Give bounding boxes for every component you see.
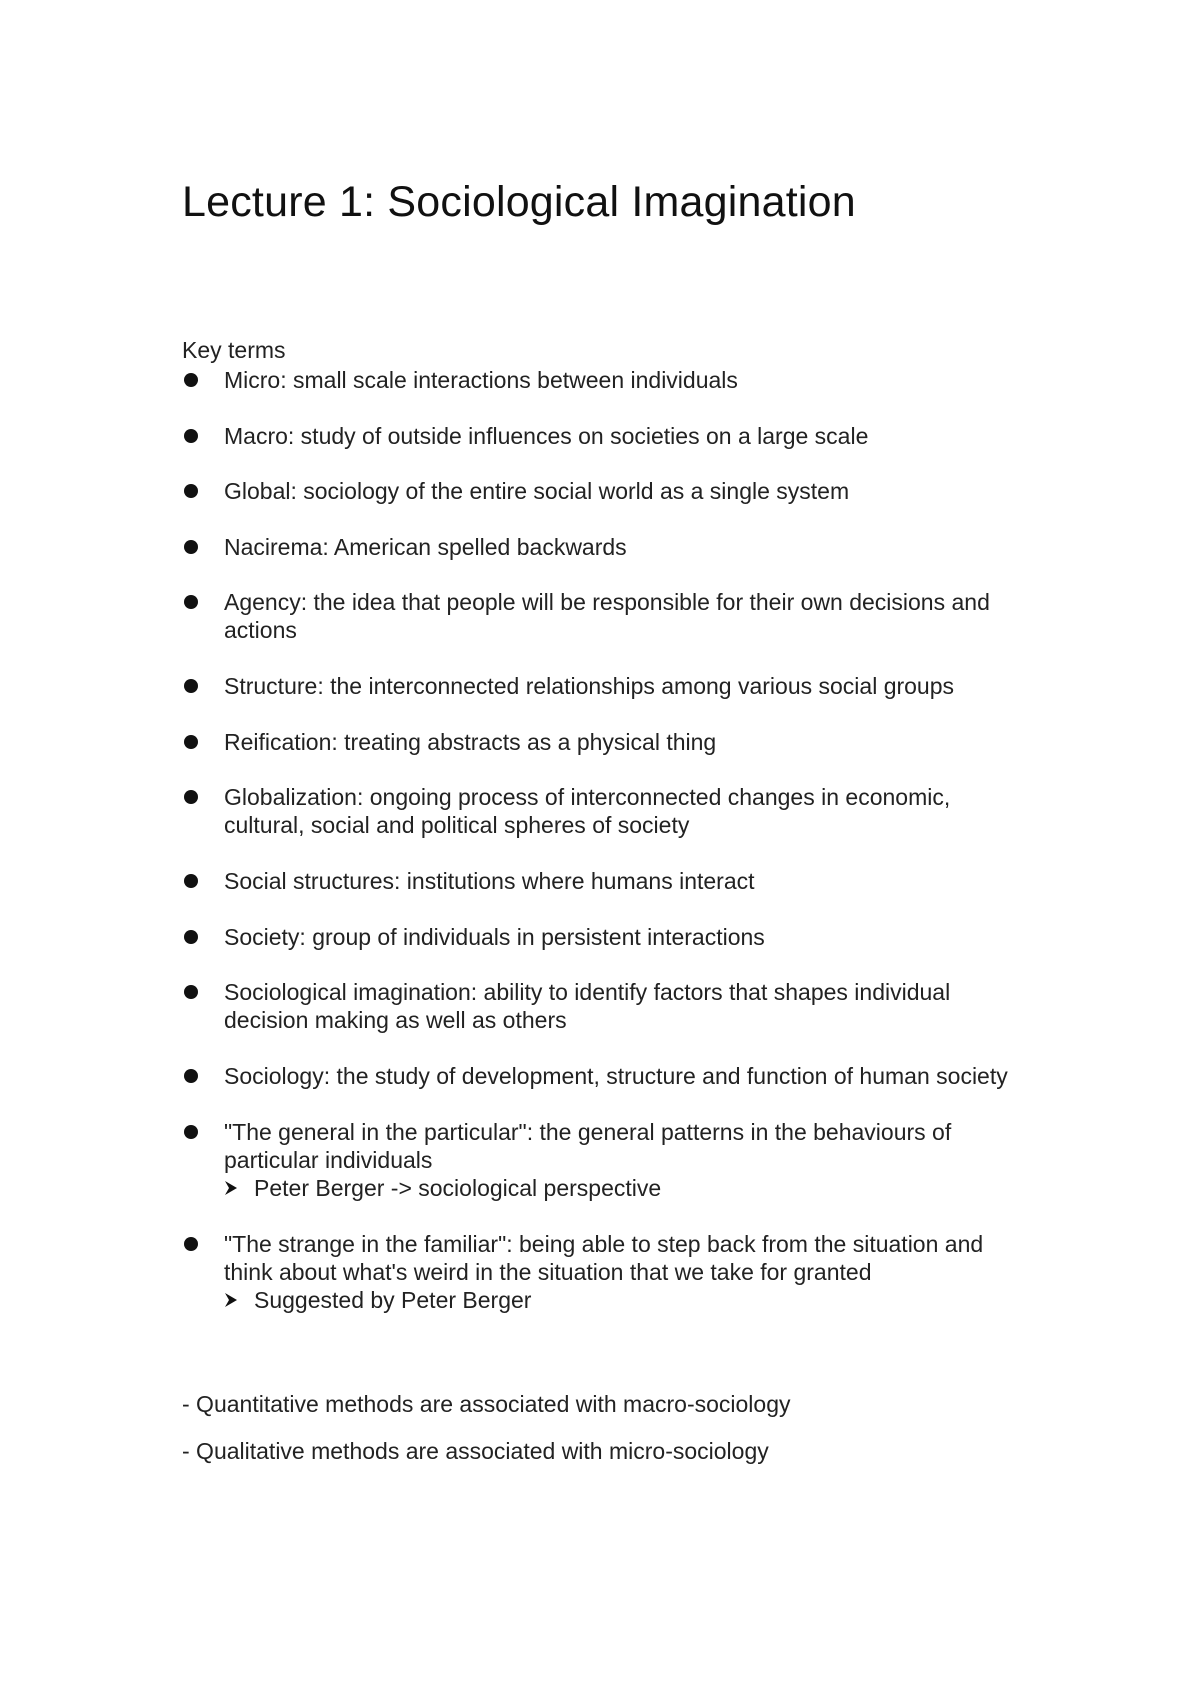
term-text: Micro: small scale interactions between individuals xyxy=(224,367,738,393)
term-text: Structure: the interconnected relationships among various social groups xyxy=(224,673,955,699)
list-item xyxy=(182,672,1042,700)
list-item xyxy=(182,477,1042,505)
list-item xyxy=(182,728,1042,756)
sub-point-text: Suggested by Peter Berger xyxy=(254,1287,532,1313)
term-text: Social structures: institutions where humans interact xyxy=(224,868,755,894)
bullet-icon xyxy=(184,540,198,554)
list-item xyxy=(182,1230,1042,1314)
list-item xyxy=(182,588,1042,644)
bullet-icon xyxy=(184,595,198,609)
sub-point xyxy=(224,1286,1042,1314)
list-item xyxy=(182,366,1042,394)
bullet-icon xyxy=(184,1069,198,1083)
bullet-icon xyxy=(184,790,198,804)
term-text: Sociological imagination: ability to identify factors that shapes individual decision making as well as others xyxy=(224,979,951,1033)
bullet-icon xyxy=(184,735,198,749)
bullet-icon xyxy=(184,484,198,498)
list-item xyxy=(182,867,1042,895)
term-text: Agency: the idea that people will be responsible for their own decisions and actions xyxy=(224,589,990,643)
page-title: Lecture 1: Sociological Imagination xyxy=(182,178,856,226)
note-quantitative: - Quantitative methods are associated with macro-sociology xyxy=(182,1391,791,1417)
list-item xyxy=(182,783,1042,839)
section-label-key-terms: Key terms xyxy=(182,337,286,363)
term-text: Society: group of individuals in persistent interactions xyxy=(224,924,765,950)
term-text: Globalization: ongoing process of interconnected changes in economic, cultural, social and political spheres of society xyxy=(224,784,951,838)
term-text: Sociology: the study of development, structure and function of human society xyxy=(224,1063,1008,1089)
bullet-icon xyxy=(184,985,198,999)
sub-point-text: Peter Berger -> sociological perspective xyxy=(254,1175,662,1201)
list-item xyxy=(182,533,1042,561)
list-item xyxy=(182,978,1042,1034)
bullet-icon xyxy=(184,429,198,443)
list-item xyxy=(182,1118,1042,1202)
sub-point xyxy=(224,1174,1042,1202)
term-text: Global: sociology of the entire social world as a single system xyxy=(224,478,850,504)
bullet-icon xyxy=(184,930,198,944)
bullet-icon xyxy=(184,1125,198,1139)
term-text: Reification: treating abstracts as a physical thing xyxy=(224,729,717,755)
list-item xyxy=(182,422,1042,450)
term-text: Nacirema: American spelled backwards xyxy=(224,534,627,560)
term-text: "The strange in the familiar": being able to step back from the situation and think about what's weird in the situation that we take for granted xyxy=(224,1231,984,1285)
note-qualitative: - Qualitative methods are associated with micro-sociology xyxy=(182,1438,769,1464)
key-terms-list xyxy=(182,366,1042,1342)
term-text: "The general in the particular": the general patterns in the behaviours of particular individuals xyxy=(224,1119,952,1173)
arrowhead-bullet-icon xyxy=(224,1292,238,1308)
list-item xyxy=(182,923,1042,951)
arrowhead-bullet-icon xyxy=(224,1180,238,1196)
bullet-icon xyxy=(184,1237,198,1251)
bullet-icon xyxy=(184,373,198,387)
bullet-icon xyxy=(184,874,198,888)
bullet-icon xyxy=(184,679,198,693)
list-item xyxy=(182,1062,1042,1090)
term-text: Macro: study of outside influences on societies on a large scale xyxy=(224,423,869,449)
